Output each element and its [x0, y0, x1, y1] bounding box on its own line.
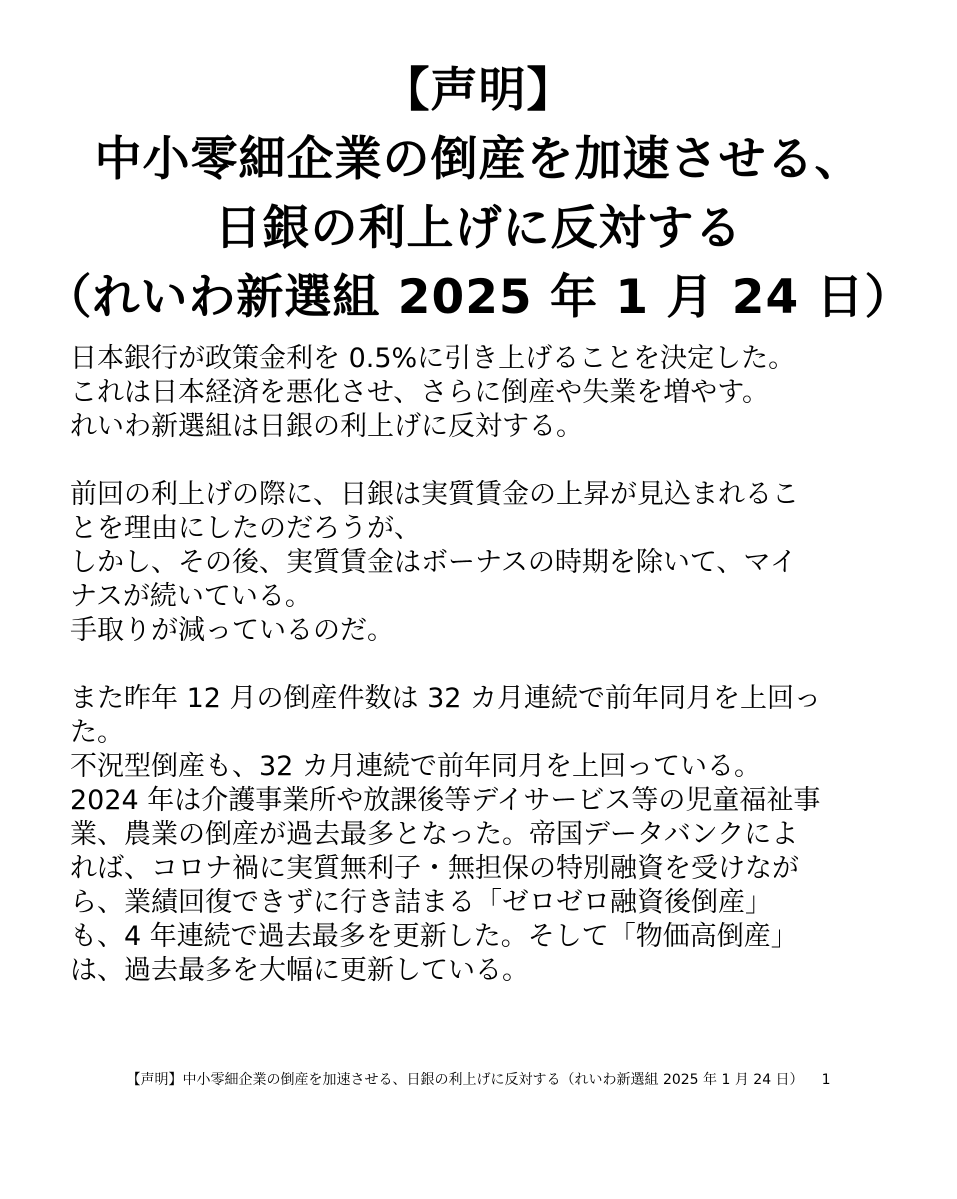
- body-line: も、4 年連続で過去最多を更新した。そして「物価高倒産」: [70, 921, 798, 952]
- page-footer: [0, 1070, 957, 1090]
- body-line: 前回の利上げの際に、日銀は実質賃金の上昇が見込まれるこ: [70, 479, 799, 510]
- page-number: 1: [821, 1072, 831, 1088]
- body-line: ナスが続いている。: [70, 581, 312, 612]
- statement-body: [70, 342, 900, 988]
- body-line: また昨年 12 月の倒産件数は 32 カ月連続で前年同月を上回っ: [70, 683, 822, 714]
- body-line: れば、コロナ禍に実質無利子・無担保の特別融資を受けなが: [70, 853, 799, 884]
- body-line: 業、農業の倒産が過去最多となった。帝国データバンクによ: [70, 819, 799, 850]
- body-line: は、過去最多を大幅に更新している。: [70, 955, 529, 986]
- statement-title: [0, 56, 957, 332]
- body-line: 日本銀行が政策金利を 0.5%に引き上げることを決定した。: [70, 343, 796, 374]
- body-line: しかし、その後、実質賃金はボーナスの時期を除いて、マイ: [70, 547, 797, 578]
- paragraph: [70, 682, 900, 988]
- body-line: れいわ新選組は日銀の利上げに反対する。: [70, 411, 583, 442]
- title-line: 日銀の利上げに反対する: [214, 201, 743, 256]
- title-line: 【声明】: [382, 63, 575, 118]
- body-line: ら、業績回復できずに行き詰まる「ゼロゼロ融資後倒産」: [70, 887, 772, 918]
- paragraph: [70, 342, 900, 444]
- body-line: 2024 年は介護事業所や放課後等デイサービス等の児童福祉事: [70, 785, 821, 816]
- title-line: （れいわ新選組 2025 年 1 月 24 日）: [44, 270, 913, 325]
- paragraph: [70, 478, 900, 648]
- body-line: た。: [70, 717, 124, 748]
- footer-text: 【声明】中小零細企業の倒産を加速させる、日銀の利上げに反対する（れいわ新選組 2025 年 1 月 24 日）: [126, 1072, 804, 1088]
- body-line: 手取りが減っているのだ。: [70, 615, 394, 646]
- title-line: 中小零細企業の倒産を加速させる、: [94, 132, 863, 187]
- body-line: これは日本経済を悪化させ、さらに倒産や失業を増やす。: [70, 377, 770, 408]
- body-line: とを理由にしたのだろうが、: [70, 513, 421, 544]
- body-line: 不況型倒産も、32 カ月連続で前年同月を上回っている。: [70, 751, 761, 782]
